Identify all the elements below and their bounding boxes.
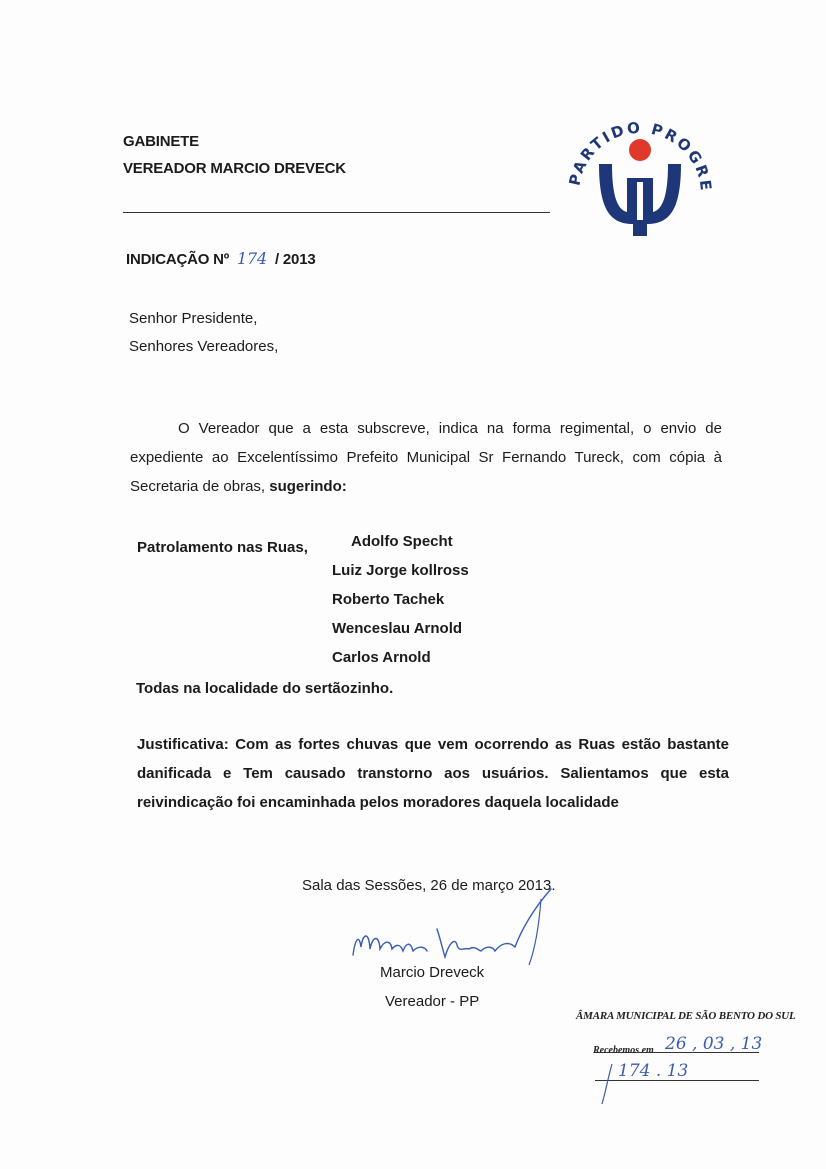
stamp-line xyxy=(595,1080,759,1081)
place-date: Sala das Sessões, 26 de março 2013. xyxy=(302,877,556,894)
logo-red-circle xyxy=(629,139,651,161)
stamp-line xyxy=(595,1052,759,1053)
indicacao-number: 174 xyxy=(237,249,267,268)
received-date: 26 , 03 , 13 xyxy=(665,1034,763,1054)
protocol-number: 174 . 13 xyxy=(618,1061,689,1081)
body-text: O Vereador que a esta subscreve, indica na forma regimental, o envio de expediente ao Excelentíssimo Prefeito Municipal Sr Fernando Tureck, com cópia à Secretaria de obras, xyxy=(130,420,722,495)
header-divider xyxy=(123,212,550,213)
logo-text: PARTIDO PROGRE xyxy=(565,118,716,194)
office-label: GABINETE xyxy=(123,133,199,150)
councilor-name-header: VEREADOR MARCIO DREVECK xyxy=(123,160,346,177)
handwritten-signature xyxy=(345,885,555,975)
salutation-councilors: Senhores Vereadores, xyxy=(129,338,279,355)
request-label: Patrolamento nas Ruas, xyxy=(137,539,308,556)
stamp-handwritten-mark xyxy=(598,1060,618,1110)
partido-progressista-logo xyxy=(557,96,723,246)
justification-paragraph: Justificativa: Com as fortes chuvas que vem ocorrendo as Ruas estão bastante danificada e Tem causado transtorno aos usuários. Salientamos que esta reivindicação foi encaminhada pelos moradores daquela localidade xyxy=(137,736,729,811)
indicacao-prefix: INDICAÇÃO Nº xyxy=(126,251,230,268)
signer-role: Vereador - PP xyxy=(385,993,480,1010)
salutation-president: Senhor Presidente, xyxy=(129,310,258,327)
reception-stamp-label: Recebemos em xyxy=(593,1045,654,1056)
signer-name: Marcio Dreveck xyxy=(380,964,485,981)
street-item: Roberto Tachek xyxy=(332,591,445,608)
street-item: Carlos Arnold xyxy=(332,649,431,666)
indicacao-title xyxy=(126,249,315,268)
street-item: Adolfo Specht xyxy=(351,533,453,550)
locality-note: Todas na localidade do sertãozinho. xyxy=(136,680,394,697)
body-emphasis: sugerindo: xyxy=(269,478,347,495)
logo-graphic xyxy=(557,96,723,246)
street-item: Wenceslau Arnold xyxy=(332,620,463,637)
reception-stamp-title: ÂMARA MUNICIPAL DE SÃO BENTO DO SUL xyxy=(576,1010,796,1022)
body-paragraph xyxy=(130,414,722,501)
indicacao-year: / 2013 xyxy=(274,251,316,268)
street-item: Luiz Jorge kollross xyxy=(332,562,469,579)
